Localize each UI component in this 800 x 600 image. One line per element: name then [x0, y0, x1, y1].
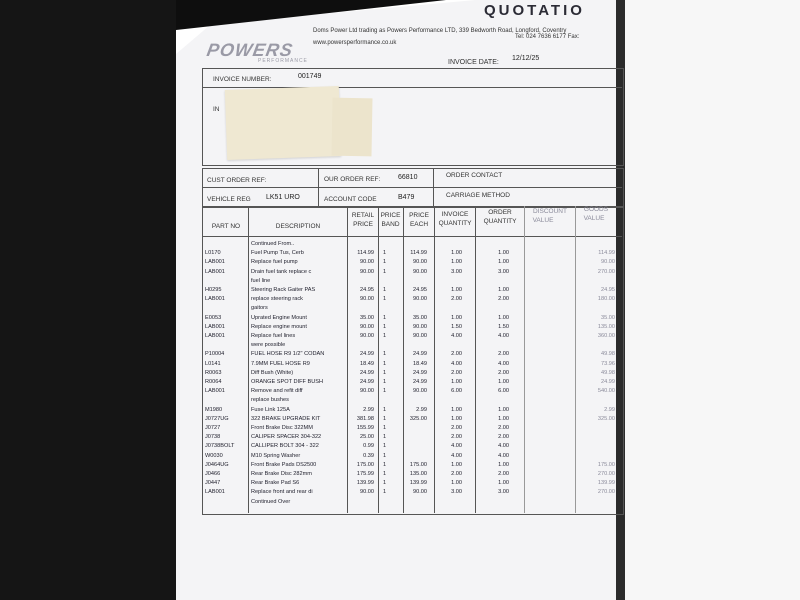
table-header-divider	[202, 236, 622, 237]
cell-desc: 322 BRAKE UPGRADE KIT	[251, 415, 321, 422]
cell-retail: 381.98	[356, 415, 374, 422]
cell-part: J0727UG	[205, 415, 229, 422]
cell-band: 1	[383, 480, 387, 487]
header-invoice-qty-line1: INVOICE	[441, 211, 469, 218]
cell-ord: 4.00	[498, 452, 509, 459]
cell-desc: Rear Brake Disc 282mm	[251, 471, 312, 477]
cell-inv: 4.00	[451, 443, 462, 450]
order-contact-label: ORDER CONTACT	[446, 172, 503, 179]
cell-inv: 2.00	[451, 296, 462, 303]
cell-band: 1	[383, 406, 387, 413]
cell-goods: 90.00	[601, 259, 615, 266]
cell-desc: Replace fuel lines	[251, 333, 296, 339]
cell-ord: 2.00	[498, 296, 509, 303]
cell-inv: 1.00	[451, 415, 462, 422]
cell-band: 1	[383, 471, 387, 477]
table-row	[202, 305, 622, 314]
cell-desc: Diff Bush (White)	[251, 369, 294, 376]
cell-inv: 1.00	[451, 287, 462, 293]
cell-goods: 180.00	[597, 296, 615, 303]
sticky-note	[225, 86, 341, 160]
cell-inv: 4.00	[451, 452, 462, 459]
table-row	[202, 453, 622, 462]
cell-goods: 35.00	[601, 314, 615, 321]
cell-band: 1	[383, 415, 387, 422]
cell-desc: Continued Over	[251, 498, 291, 505]
cell-goods: 114.99	[598, 250, 615, 257]
cell-goods: 135.00	[597, 323, 615, 330]
cell-each: 35.00	[413, 314, 427, 321]
table-row	[202, 407, 622, 416]
cell-band: 1	[383, 369, 387, 376]
cell-part: LAB001	[205, 333, 225, 339]
cell-inv: 6.00	[451, 388, 462, 395]
cell-desc: Uprated Engine Mount	[251, 314, 307, 321]
cell-desc: 7.9MM FUEL HOSE R9	[251, 360, 310, 367]
cell-band: 1	[383, 333, 387, 339]
invoice-date: 12/12/25	[512, 55, 540, 62]
cell-each: 175.00	[409, 461, 427, 468]
invoice-number-label: INVOICE NUMBER:	[213, 76, 272, 83]
cell-band: 1	[383, 250, 387, 257]
table-row	[202, 499, 622, 508]
cell-inv: 1.00	[451, 480, 462, 487]
cell-ord: 1.00	[498, 259, 509, 266]
cell-ord: 3.00	[498, 489, 509, 496]
cell-part: R0064	[205, 379, 222, 385]
cell-retail: 24.99	[360, 351, 374, 358]
cell-each: 90.00	[413, 296, 427, 303]
cell-each: 325.00	[409, 415, 427, 422]
header-band-line1: PRICE	[380, 212, 401, 219]
header-discount-line1: DISCOUNT	[533, 208, 567, 215]
table-row	[202, 489, 622, 498]
table-row	[202, 462, 622, 471]
cell-desc: CALLIPER BOLT 304 - 322	[251, 443, 319, 450]
cell-band: 1	[383, 323, 387, 330]
cell-retail: 90.00	[360, 296, 374, 303]
table-row	[202, 425, 622, 434]
table-row	[202, 471, 622, 480]
cell-desc: Replace front and rear di	[251, 489, 313, 496]
cell-band: 1	[383, 259, 387, 266]
cell-part: J0464UG	[205, 461, 229, 468]
cell-desc: Rear Brake Pad S6	[251, 480, 300, 487]
cell-each: 135.00	[409, 471, 427, 477]
header-order-qty-line1: ORDER	[488, 209, 512, 216]
cell-goods: 24.99	[601, 379, 615, 385]
table-row	[202, 443, 622, 452]
table-row	[202, 370, 622, 379]
cell-ord: 6.00	[498, 388, 509, 395]
cell-ord: 4.00	[498, 443, 509, 450]
cell-ord: 1.00	[498, 406, 509, 413]
cell-part: E0053	[205, 314, 222, 321]
cell-retail: 25.00	[360, 434, 374, 441]
cell-desc: were possible	[251, 342, 286, 349]
table-row	[202, 379, 622, 388]
cell-inv: 4.00	[451, 333, 462, 339]
cell-band: 1	[383, 461, 387, 468]
header-description: DESCRIPTION	[275, 223, 321, 230]
cell-each: 90.00	[413, 333, 427, 339]
cell-retail: 24.95	[360, 287, 374, 293]
cell-ord: 1.00	[498, 480, 509, 487]
cell-band: 1	[383, 489, 387, 496]
cell-retail: 90.00	[360, 489, 374, 496]
cell-retail: 0.39	[363, 452, 374, 459]
cell-desc: replace steering rack	[251, 296, 303, 303]
cell-ord: 4.00	[498, 333, 509, 339]
cell-ord: 2.00	[498, 351, 509, 358]
cell-inv: 2.00	[451, 434, 462, 441]
cell-retail: 90.00	[360, 333, 374, 339]
background-right	[625, 0, 800, 600]
table-row	[202, 342, 622, 351]
invoice-number: 001749	[298, 73, 322, 80]
cell-goods: 73.96	[601, 360, 615, 367]
carriage-method-label: CARRIAGE METHOD	[446, 192, 510, 199]
cell-goods: 49.98	[601, 369, 615, 376]
cell-retail: 90.00	[360, 323, 374, 330]
cell-goods: 2.99	[604, 406, 615, 413]
cell-inv: 2.00	[451, 425, 462, 431]
cell-part: LAB001	[205, 259, 225, 266]
table-row	[202, 361, 622, 370]
table-row	[202, 241, 622, 250]
cell-retail: 90.00	[360, 259, 374, 266]
cell-ord: 3.00	[498, 268, 509, 275]
table-row	[202, 397, 622, 406]
cell-band: 1	[383, 434, 387, 441]
header-part-no: PART NO	[211, 223, 241, 230]
table-row	[202, 296, 622, 305]
cell-ord: 1.00	[498, 314, 509, 321]
table-row	[202, 324, 622, 333]
vehicle-reg: LK51 URO	[266, 194, 300, 201]
cell-goods: 139.99	[597, 480, 615, 487]
cell-inv: 1.00	[451, 250, 462, 257]
table-row	[202, 259, 622, 268]
cell-part: LAB001	[205, 323, 225, 330]
cell-inv: 3.00	[451, 268, 462, 275]
cell-part: L0170	[205, 250, 221, 257]
document-title: QUOTATIO	[484, 2, 585, 19]
cell-desc: fuel line	[251, 277, 271, 284]
invoice-to-label: IN	[213, 106, 220, 113]
header-goods-line2: VALUE	[583, 215, 605, 222]
table-row	[202, 388, 622, 397]
cell-part: LAB001	[205, 489, 225, 496]
cell-band: 1	[383, 351, 387, 358]
cell-part: LAB001	[205, 388, 225, 395]
cell-each: 24.99	[413, 379, 427, 385]
cell-retail: 24.99	[360, 369, 374, 376]
cell-goods: 270.00	[597, 489, 615, 496]
cell-ord: 1.00	[498, 250, 509, 257]
vehicle-reg-label: VEHICLE REG	[207, 196, 251, 203]
cell-goods: 270.00	[597, 268, 615, 275]
cell-band: 1	[383, 452, 387, 459]
table-row	[202, 287, 622, 296]
cell-part: P10004	[205, 351, 225, 358]
cell-each: 18.49	[413, 360, 427, 367]
cell-goods: 270.00	[597, 471, 615, 477]
cell-inv: 1.00	[451, 379, 462, 385]
cell-desc: Fuse Link 125A	[251, 406, 290, 413]
cell-desc: M10 Spring Washer	[251, 452, 301, 459]
cell-goods: 175.00	[597, 461, 615, 468]
cell-ord: 1.00	[498, 287, 509, 293]
cell-part: W0030	[205, 452, 223, 459]
cell-each: 139.99	[409, 480, 427, 487]
cell-retail: 35.00	[360, 314, 374, 321]
table-row	[202, 278, 622, 287]
table-row	[202, 351, 622, 360]
cell-desc: Continued From..	[251, 241, 295, 247]
cell-inv: 1.00	[451, 314, 462, 321]
cell-desc: FUEL HOSE R9 1/2" CODAN	[251, 351, 325, 358]
cell-ord: 2.00	[498, 425, 509, 431]
company-logo-sub: PERFORMANCE	[258, 58, 308, 64]
cell-band: 1	[383, 425, 387, 431]
cell-ord: 1.00	[498, 415, 509, 422]
cell-each: 24.99	[413, 351, 427, 358]
cell-ord: 2.00	[498, 434, 509, 441]
cell-desc: Replace fuel pump	[251, 259, 298, 266]
cell-goods: 360.00	[597, 333, 615, 339]
cell-retail: 90.00	[360, 268, 374, 275]
cell-desc: gaitors	[251, 305, 268, 312]
header-retail-line2: PRICE	[353, 221, 373, 228]
cell-goods: 49.98	[601, 351, 615, 358]
table-row	[202, 480, 622, 489]
cell-ord: 4.00	[498, 360, 509, 367]
company-address: Doms Power Ltd trading as Powers Performance LTD, 339 Bedworth Road, Longford, Coventry	[313, 28, 567, 34]
cell-each: 90.00	[413, 388, 427, 395]
company-logo: POWERS	[205, 40, 295, 60]
header-invoice-qty-line2: QUANTITY	[438, 220, 472, 227]
cell-part: H0295	[205, 287, 222, 293]
cell-desc: ORANGE SPOT DIFF BUSH	[251, 379, 324, 385]
invoice-date-label: INVOICE DATE:	[448, 59, 499, 66]
cell-ord: 2.00	[498, 369, 509, 376]
cell-each: 24.95	[413, 287, 427, 293]
cell-part: J0738BOLT	[205, 443, 235, 450]
cell-inv: 1.00	[451, 461, 462, 468]
cust-order-ref-label: CUST ORDER REF:	[207, 177, 267, 184]
cell-inv: 3.00	[451, 489, 462, 496]
cell-each: 90.00	[413, 259, 427, 266]
table-row	[202, 269, 622, 278]
cell-part: LAB001	[205, 296, 225, 303]
cell-ord: 1.50	[498, 323, 509, 330]
cell-each: 2.99	[416, 406, 427, 413]
table-row	[202, 434, 622, 443]
cell-part: LAB001	[205, 268, 225, 275]
cell-inv: 2.00	[451, 351, 462, 358]
cell-part: R0063	[205, 369, 222, 376]
cell-retail: 175.99	[356, 471, 374, 477]
account-code: B479	[398, 194, 415, 201]
cell-retail: 155.99	[356, 425, 374, 431]
cell-inv: 1.50	[451, 323, 462, 330]
cell-retail: 0.99	[363, 443, 374, 450]
cell-ord: 1.00	[498, 461, 509, 468]
our-order-ref: 66810	[398, 174, 418, 181]
cell-band: 1	[383, 314, 387, 321]
cell-part: M1980	[205, 406, 223, 413]
cell-retail: 2.99	[363, 406, 374, 413]
cell-goods: 540.00	[597, 388, 615, 395]
cell-part: J0466	[205, 471, 221, 477]
cell-desc: Fuel Pump Tus, Cerb	[251, 250, 304, 257]
order-box-col2	[433, 168, 434, 206]
cell-each: 90.00	[413, 489, 427, 496]
cell-each: 90.00	[413, 323, 427, 330]
company-website: www.powersperformance.co.uk	[313, 40, 397, 46]
cell-band: 1	[383, 296, 387, 303]
cell-desc: Front Brake Disc 322MM	[251, 425, 313, 431]
cell-each: 90.00	[413, 268, 427, 275]
cell-desc: Drain fuel tank replace c	[251, 268, 312, 275]
background-left	[0, 0, 176, 600]
cell-band: 1	[383, 360, 387, 367]
cell-inv: 1.00	[451, 259, 462, 266]
cell-ord: 2.00	[498, 471, 509, 477]
header-each-line2: EACH	[409, 221, 429, 228]
cell-retail: 18.49	[360, 360, 374, 367]
header-band-line2: BAND	[381, 221, 400, 228]
table-row	[202, 416, 622, 425]
cell-desc: CALIPER SPACER 304-322	[251, 434, 322, 441]
cell-each: 114.99	[410, 250, 427, 257]
cell-desc: Front Brake Pads DS2500	[251, 461, 317, 468]
cell-band: 1	[383, 268, 387, 275]
cell-inv: 2.00	[451, 369, 462, 376]
table-row	[202, 250, 622, 259]
cell-desc: Remove and refit diff	[251, 388, 303, 395]
cell-desc: replace bushes	[251, 397, 289, 404]
header-discount-line2: VALUE	[532, 217, 554, 224]
cell-goods: 325.00	[597, 415, 615, 422]
table-row	[202, 315, 622, 324]
cell-band: 1	[383, 287, 387, 293]
cell-inv: 2.00	[451, 471, 462, 477]
cell-part: L0141	[205, 360, 221, 367]
cell-part: J0447	[205, 480, 221, 487]
cell-part: J0738	[205, 434, 221, 441]
cell-retail: 24.99	[360, 379, 374, 385]
cell-retail: 90.00	[360, 388, 374, 395]
cell-band: 1	[383, 443, 387, 450]
cell-inv: 1.00	[451, 406, 462, 413]
header-retail-line1: RETAIL	[351, 212, 375, 219]
account-code-label: ACCOUNT CODE	[324, 196, 377, 203]
order-box-divider	[202, 187, 622, 188]
cell-ord: 1.00	[498, 379, 509, 385]
header-goods-line1: GOODS	[583, 206, 609, 213]
company-phone: Tel: 024 7636 6177 Fax:	[515, 34, 580, 40]
cell-each: 24.99	[413, 369, 427, 376]
sticky-note-overlap	[331, 98, 372, 157]
cell-band: 1	[383, 379, 387, 385]
cell-retail: 139.99	[356, 480, 374, 487]
cell-part: J0727	[205, 425, 221, 431]
cell-desc: Steering Rack Gaiter PAS	[251, 287, 316, 293]
table-row	[202, 333, 622, 342]
cell-inv: 4.00	[451, 360, 462, 367]
cell-retail: 175.00	[356, 461, 374, 468]
cell-goods: 24.95	[601, 287, 615, 293]
cell-desc: Replace engine mount	[251, 323, 307, 330]
cell-band: 1	[383, 388, 387, 395]
cell-retail: 114.99	[357, 250, 374, 257]
our-order-ref-label: OUR ORDER REF:	[324, 176, 381, 183]
header-order-qty-line2: QUANTITY	[483, 218, 517, 225]
order-box-col1	[318, 168, 319, 206]
header-each-line1: PRICE	[409, 212, 429, 219]
